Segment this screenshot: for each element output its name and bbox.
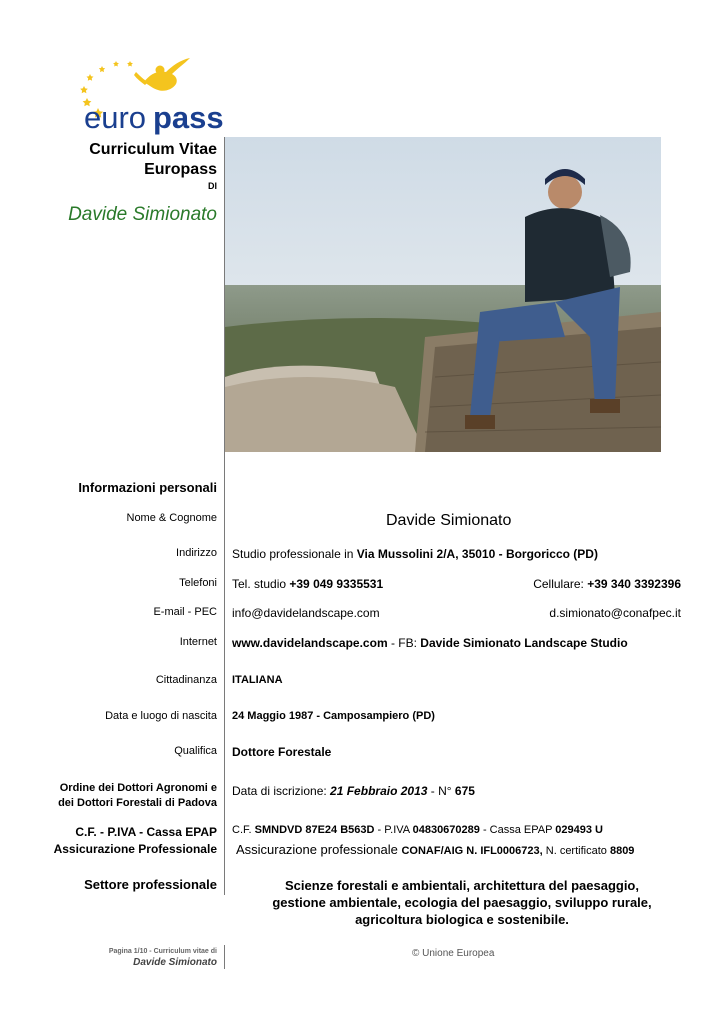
iscrizione-num: 675 [454, 784, 475, 798]
cv-title [89, 140, 217, 180]
section-personal-info: Informazioni personali [78, 480, 217, 495]
europass-star-figure-icon [76, 56, 224, 136]
footer-page-text: Pagina 1/10 - Curriculum vitae di [108, 948, 217, 955]
cf-label-line-2: Assicurazione Professionale [53, 842, 217, 856]
section-settore: Settore professionale [84, 877, 217, 892]
label-qualifica: Qualifica [174, 745, 217, 757]
value-qualifica: Dottore Forestale [232, 745, 332, 759]
logo-text-pass: pass [153, 100, 224, 135]
di-label: DI [208, 181, 217, 191]
footer-copyright: © Unione Europea [412, 948, 495, 959]
settore-line-2: gestione ambientale, ecologia del paesaggio, sviluppo rurale, [272, 895, 652, 910]
label-cf [54, 824, 217, 858]
value-cf [232, 824, 603, 836]
title-line-2: Europass [144, 161, 217, 178]
ass-value: CONAF/AIG N. IFL0006723, [401, 845, 543, 857]
email-link[interactable]: info@davidelandscape.com [232, 606, 380, 620]
footer-page [109, 946, 217, 968]
epap-prefix: - Cassa EPAP [479, 824, 556, 836]
footer-divider [224, 945, 225, 969]
ordine-line-1: Ordine dei Dottori Agronomi e [59, 782, 217, 794]
epap-value: 029493 U [555, 824, 604, 836]
cert-prefix: N. certificato [542, 845, 610, 857]
pec-link[interactable]: d.simionato@conafpec.it [549, 606, 681, 620]
settore-line-3: agricoltura biologica e sostenibile. [355, 912, 569, 927]
value-telefono [232, 577, 383, 591]
value-indirizzo [232, 547, 598, 561]
iscrizione-prefix: Data di iscrizione: [232, 784, 331, 798]
label-internet: Internet [179, 636, 217, 648]
cert-value: 8809 [609, 845, 635, 857]
tel-prefix: Tel. studio [232, 577, 290, 591]
value-nome: Davide Simionato [386, 512, 512, 529]
label-indirizzo: Indirizzo [176, 547, 217, 559]
value-internet [232, 636, 628, 650]
indirizzo-dash: - [498, 547, 506, 561]
piva-prefix: - P.IVA [374, 824, 413, 836]
value-cittadinanza: ITALIANA [232, 674, 283, 686]
value-nascita: 24 Maggio 1987 - Camposampiero (PD) [232, 710, 435, 722]
iscrizione-date: 21 Febbraio 2013 [330, 784, 428, 798]
title-line-1: Curriculum Vitae [89, 141, 217, 158]
indirizzo-prefix: Studio professionale in [232, 547, 357, 561]
owner-name: Davide Simionato [68, 204, 217, 225]
cell-number: +39 340 3392396 [587, 577, 681, 591]
label-cittadinanza: Cittadinanza [155, 674, 217, 686]
iscrizione-mid: - N° [427, 784, 455, 798]
indirizzo-via: Via Mussolini 2/A, 35010 [356, 547, 499, 561]
ass-prefix: Assicurazione professionale [236, 842, 402, 857]
fb-prefix: - FB: [387, 636, 421, 650]
footer-name: Davide Simionato [133, 957, 217, 968]
value-cellulare [533, 577, 681, 591]
settore-line-1: Scienze forestali e ambientali, architettura del paesaggio, [284, 878, 639, 893]
ordine-line-2: dei Dottori Forestali di Padova [58, 797, 217, 809]
tel-number: +39 049 9335531 [289, 577, 384, 591]
fb-link[interactable]: Davide Simionato Landscape Studio [420, 636, 628, 650]
cf-prefix: C.F. [232, 824, 255, 836]
label-nascita: Data e luogo di nascita [105, 710, 217, 722]
cf-value: SMNDVD 87E24 B563D [254, 824, 375, 836]
indirizzo-city: Borgoricco (PD) [505, 547, 598, 561]
label-ordine [58, 781, 217, 811]
label-email: E-mail - PEC [153, 606, 217, 618]
value-settore [232, 877, 692, 928]
cf-label-line-1: C.F. - P.IVA - Cassa EPAP [75, 825, 217, 839]
value-iscrizione [232, 784, 475, 798]
europass-logo [76, 56, 224, 136]
website-link[interactable]: www.davidelandscape.com [232, 636, 388, 650]
profile-photo [225, 137, 661, 452]
logo-text-euro: euro [84, 100, 147, 135]
value-assicurazione [236, 841, 634, 859]
label-nome: Nome & Cognome [126, 512, 217, 524]
label-telefoni: Telefoni [179, 577, 217, 589]
cell-prefix: Cellulare: [533, 577, 588, 591]
piva-value: 04830670289 [412, 824, 480, 836]
